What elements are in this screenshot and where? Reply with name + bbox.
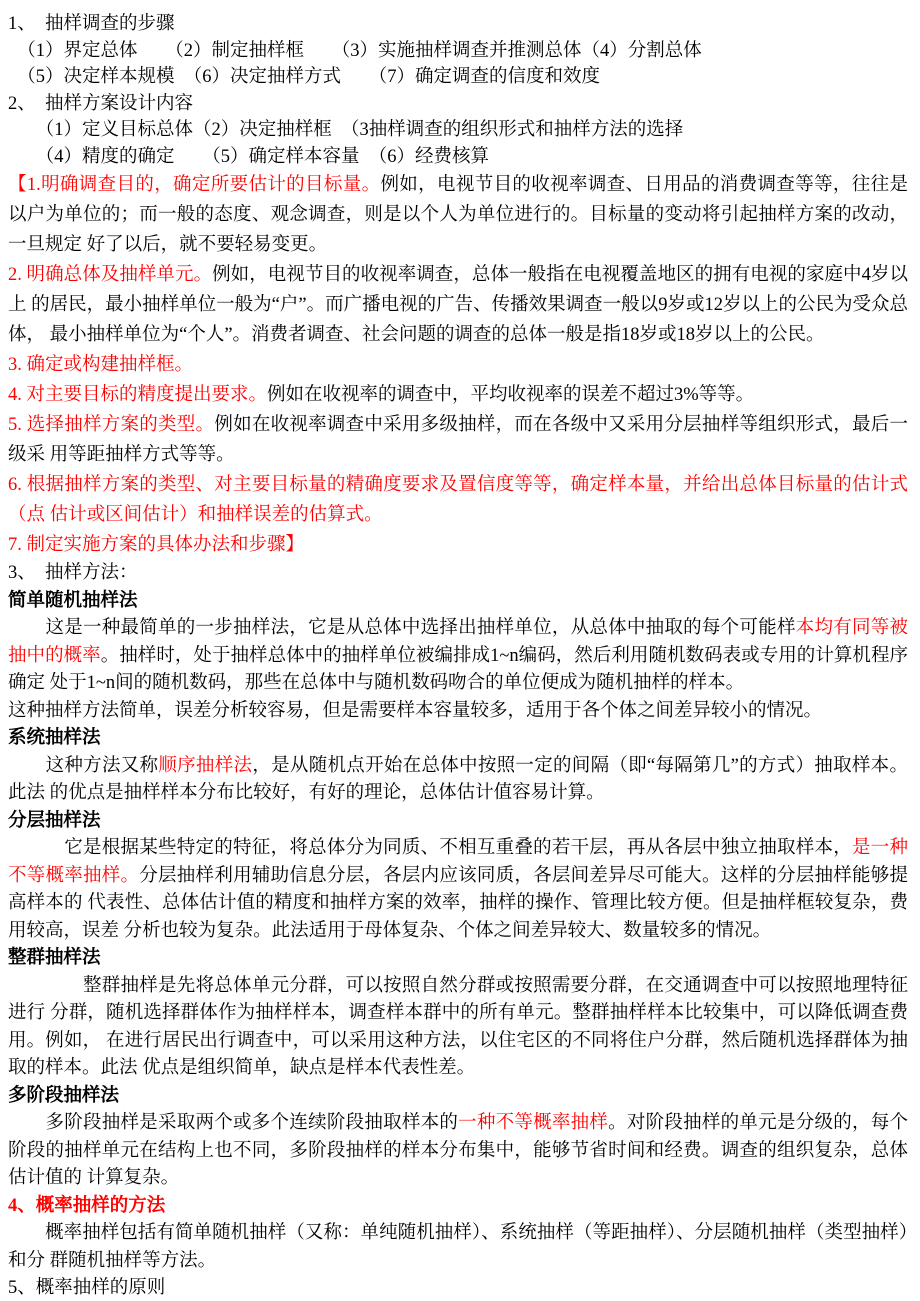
text-segment: 多阶段抽样法	[8, 1085, 120, 1106]
design-line-1	[8, 117, 908, 144]
text-segment: 整群抽样是先将总体单元分群，可以按照自然分群或按照需要分群，在交通调查中可以按照地理特征进行 分群，随机选择群体作为抽样样本，调查样本群中的所有单元。整群抽样样本比较集中，可以降低调查费用。例如， 在进行居民出行调查中，可以采用这种方法，以住宅区的不同将住户分群，然后随机选择群体为抽取的样本。此法 优点是组织简单，缺点是样本代表性差。	[8, 975, 908, 1078]
text-segment: 简单随机抽样法	[8, 590, 138, 611]
note-item-4	[8, 380, 908, 410]
design-line-2	[8, 144, 908, 171]
text-segment: 7. 制定实施方案的具体办法和步骤】	[8, 535, 305, 555]
text-segment: 。对阶段抽样的单元是分级的，每个阶段的抽样单元在结构上也不同，多阶段抽样的样本分布集中，能够节省时间和经费。调查的组织复杂，总体估计值的 计算复杂。	[8, 1113, 908, 1188]
text-segment: 3、 抽样方法：	[8, 563, 138, 583]
text-segment: 顺序抽样法	[158, 755, 253, 776]
text-segment: 5、概率抽样的原则	[8, 1278, 166, 1298]
text-segment: 它是根据某些特定的特征，将总体分为同质、不相互重叠的若干层，再从各层中独立抽取样本，	[8, 838, 852, 858]
text-segment: （5）决定样本规模 （6）决定抽样方式 （7）确定调查的信度和效度	[8, 67, 601, 87]
text-segment: 【1.明确调查目的，确定所要估计的目标量。	[8, 175, 381, 195]
text-segment: 概率抽样包括有简单随机抽样（又称：单纯随机抽样）、系统抽样（等距抽样）、分层随机抽样（类型抽样）和分 群随机抽样等方法。	[8, 1223, 908, 1271]
section-2-title	[8, 91, 908, 118]
section-5-title	[8, 1275, 908, 1301]
steps-line-1	[8, 38, 908, 65]
note-item-5	[8, 410, 908, 470]
text-segment: 多阶段抽样是采取两个或多个连续阶段抽取样本的	[8, 1113, 459, 1133]
text-segment: （1）定义目标总体（2）决定抽样框 （3抽样调查的组织形式和抽样方法的选择	[8, 120, 684, 140]
section-1-title	[8, 11, 908, 38]
note-item-7	[8, 530, 908, 560]
text-segment: 1、 抽样调查的步骤	[8, 14, 175, 34]
para-simple-random-sampling-2	[8, 698, 908, 726]
para-simple-random-sampling	[8, 615, 908, 698]
text-segment: 整群抽样法	[8, 948, 101, 968]
text-segment: 例如，电视节目的收视率调查，总体一般指在电视覆盖地区的拥有电视的家庭中4岁以上 的居民，最小抽样单位一般为“户”。而广播电视的广告、传播效果调查一般以9岁或12岁以上的公民为受众总体， 最小抽样单位为“个人”。消费者调查、社会问题的调查的总体一般是指18岁或18岁以上的公民。	[8, 265, 908, 345]
text-segment: 6. 根据抽样方案的类型、对主要目标量的精确度要求及置信度等等，确定样本量，并给出总体目标量的估计式（点 估计或区间估计）和抽样误差的估算式。	[8, 475, 908, 525]
text-segment: ，是从随机点开始在总体中按照一定的间隔（即“每隔第几”的方式）抽取样本。此法 的优点是抽样样本分布比较好，有好的理论，总体估计值容易计算。	[8, 755, 908, 803]
text-segment: （1）界定总体 （2）制定抽样框 （3）实施抽样调查并推测总体（4）分割总体	[8, 40, 702, 61]
text-segment: 5. 选择抽样方案的类型。	[8, 415, 215, 435]
section-3-title	[8, 560, 908, 588]
text-segment: 例如在收视率调查中采用多级抽样，而在各级中又采用分层抽样等组织形式，最后一级采 用等距抽样方式等等。	[8, 415, 908, 465]
note-item-1	[8, 170, 908, 260]
text-segment: 是一种不等概率抽样。	[8, 838, 908, 886]
steps-line-2	[8, 64, 908, 91]
text-segment: 4、概率抽样的方法	[8, 1195, 166, 1216]
heading-multistage-sampling	[8, 1083, 908, 1111]
section-4-title	[8, 1193, 908, 1221]
text-segment: 系统抽样法	[8, 728, 101, 748]
text-segment: 。抽样时，处于抽样总体中的抽样单位被编排成1~n编码，然后利用随机数码表或专用的计算机程序确定 处于1~n间的随机数码，那些在总体中与随机数码吻合的单位便成为随机抽样的样本。	[8, 645, 908, 693]
text-segment: 例如在收视率的调查中，平均收视率的误差不超过3%等等。	[267, 385, 755, 405]
para-cluster-sampling	[8, 973, 908, 1083]
para-stratified-sampling	[8, 835, 908, 945]
text-segment: 分层抽样利用辅助信息分层，各层内应该同质，各层间差异尽可能大。这样的分层抽样能够提高样本的 代表性、总体估计值的精度和抽样方案的效率，抽样的操作、管理比较方便。但是抽样框较复杂，费用较高，误差 分析也较为复杂。此法适用于母体复杂、个体之间差异较大、数量较多的情况。	[8, 865, 908, 941]
text-segment: 这是一种最简单的一步抽样法，它是从总体中选择出抽样单位，从总体中抽取的每个可能样	[8, 618, 796, 638]
heading-simple-random-sampling	[8, 588, 908, 616]
heading-cluster-sampling	[8, 945, 908, 973]
text-segment: 一种不等概率抽样	[458, 1113, 609, 1133]
text-segment: 4. 对主要目标的精度提出要求。	[8, 385, 268, 405]
text-segment: 分层抽样法	[8, 810, 101, 831]
text-segment: 2、 抽样方案设计内容	[8, 93, 194, 114]
note-item-2	[8, 260, 908, 350]
para-probability-sampling-methods	[8, 1220, 908, 1275]
heading-systematic-sampling	[8, 725, 908, 753]
text-segment: 本均有同等被抽中的概率	[8, 618, 908, 666]
text-segment: 例如，电视节目的收视率调查、日用品的消费调查等等，往往是以户为单位的；而一般的态度、观念调查，则是以个人为单位进行的。目标量的变动将引起抽样方案的改动，一旦规定 好了以后，就不要轻易变更。	[8, 175, 908, 255]
note-item-6	[8, 470, 908, 530]
note-item-3	[8, 350, 908, 380]
text-segment: 3. 确定或构建抽样框。	[8, 355, 194, 375]
heading-stratified-sampling	[8, 808, 908, 836]
text-segment: 2. 明确总体及抽样单元。	[8, 265, 213, 285]
text-segment: 这种方法又称	[8, 755, 159, 776]
para-systematic-sampling	[8, 753, 908, 808]
document-body	[8, 11, 908, 1301]
para-multistage-sampling	[8, 1110, 908, 1193]
text-segment: 这种抽样方法简单，误差分析较容易，但是需要样本容量较多，适用于各个体之间差异较小的情况。	[8, 700, 823, 721]
text-segment: （4）精度的确定 （5）确定样本容量 （6）经费核算	[8, 146, 490, 167]
